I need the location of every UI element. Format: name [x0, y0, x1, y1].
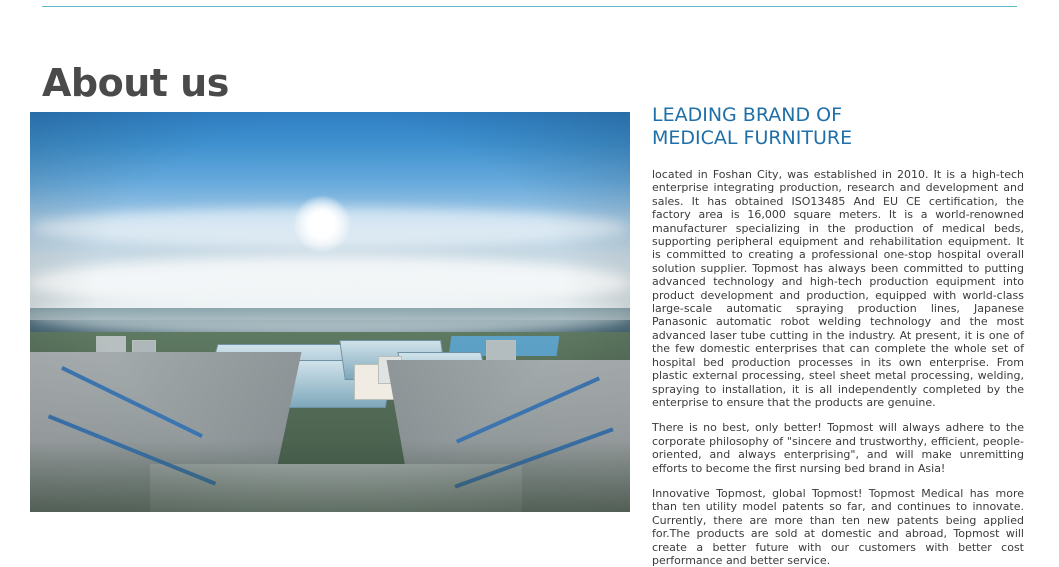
- photo-vignette: [30, 112, 630, 512]
- header-divider: [42, 6, 1017, 7]
- page-title: About us: [42, 61, 229, 106]
- company-campus-photo: [30, 112, 630, 512]
- headline-line-1: LEADING BRAND OF: [652, 104, 843, 126]
- about-paragraph-1: located in Foshan City, was established in 2010. It is a high-tech enterprise integrating production, research and development and sales. It has obtained ISO13485 And EU CE certification, the factory area is 16,000 square meters. It is a world-renowned manufacturer specializing in the production of medical beds, supporting peripheral equipment and rehabilitation equipment. It is committed to creating a professional one-stop hospital overall solution supplier. Topmost has always been committed to putting advanced technology and high-tech production equipment into product development and production, equipped with world-class large-scale automatic spraying production lines, Japanese Panasonic automatic robot welding technology and the most advanced laser tube cutting in the industry. At present, it is one of the few domestic enterprises that can complete the whole set of hospital bed production processes in its own enterprise. From plastic external processing, steel sheet metal processing, welding, spraying to installation, it is all independently completed by the enterprise to ensure that the products are genuine.: [652, 168, 1024, 409]
- headline-line-2: MEDICAL FURNITURE: [652, 127, 853, 149]
- about-text-column: [652, 104, 1024, 567]
- about-body-copy: [652, 168, 1024, 567]
- about-paragraph-3: Innovative Topmost, global Topmost! Topmost Medical has more than ten utility model patents so far, and continues to innovate. Currently, there are more than ten new patents being applied for.The products are sold at domestic and abroad, Topmost will create a better future with our customers with better cost performance and better service.: [652, 486, 1024, 567]
- section-headline: [652, 104, 1024, 150]
- about-paragraph-2: There is no best, only better! Topmost will always adhere to the corporate philosophy of "sincere and trustworthy, efficient, people-oriented, and always enterprising", and will make unremitting efforts to become the first nursing bed brand in Asia!: [652, 421, 1024, 475]
